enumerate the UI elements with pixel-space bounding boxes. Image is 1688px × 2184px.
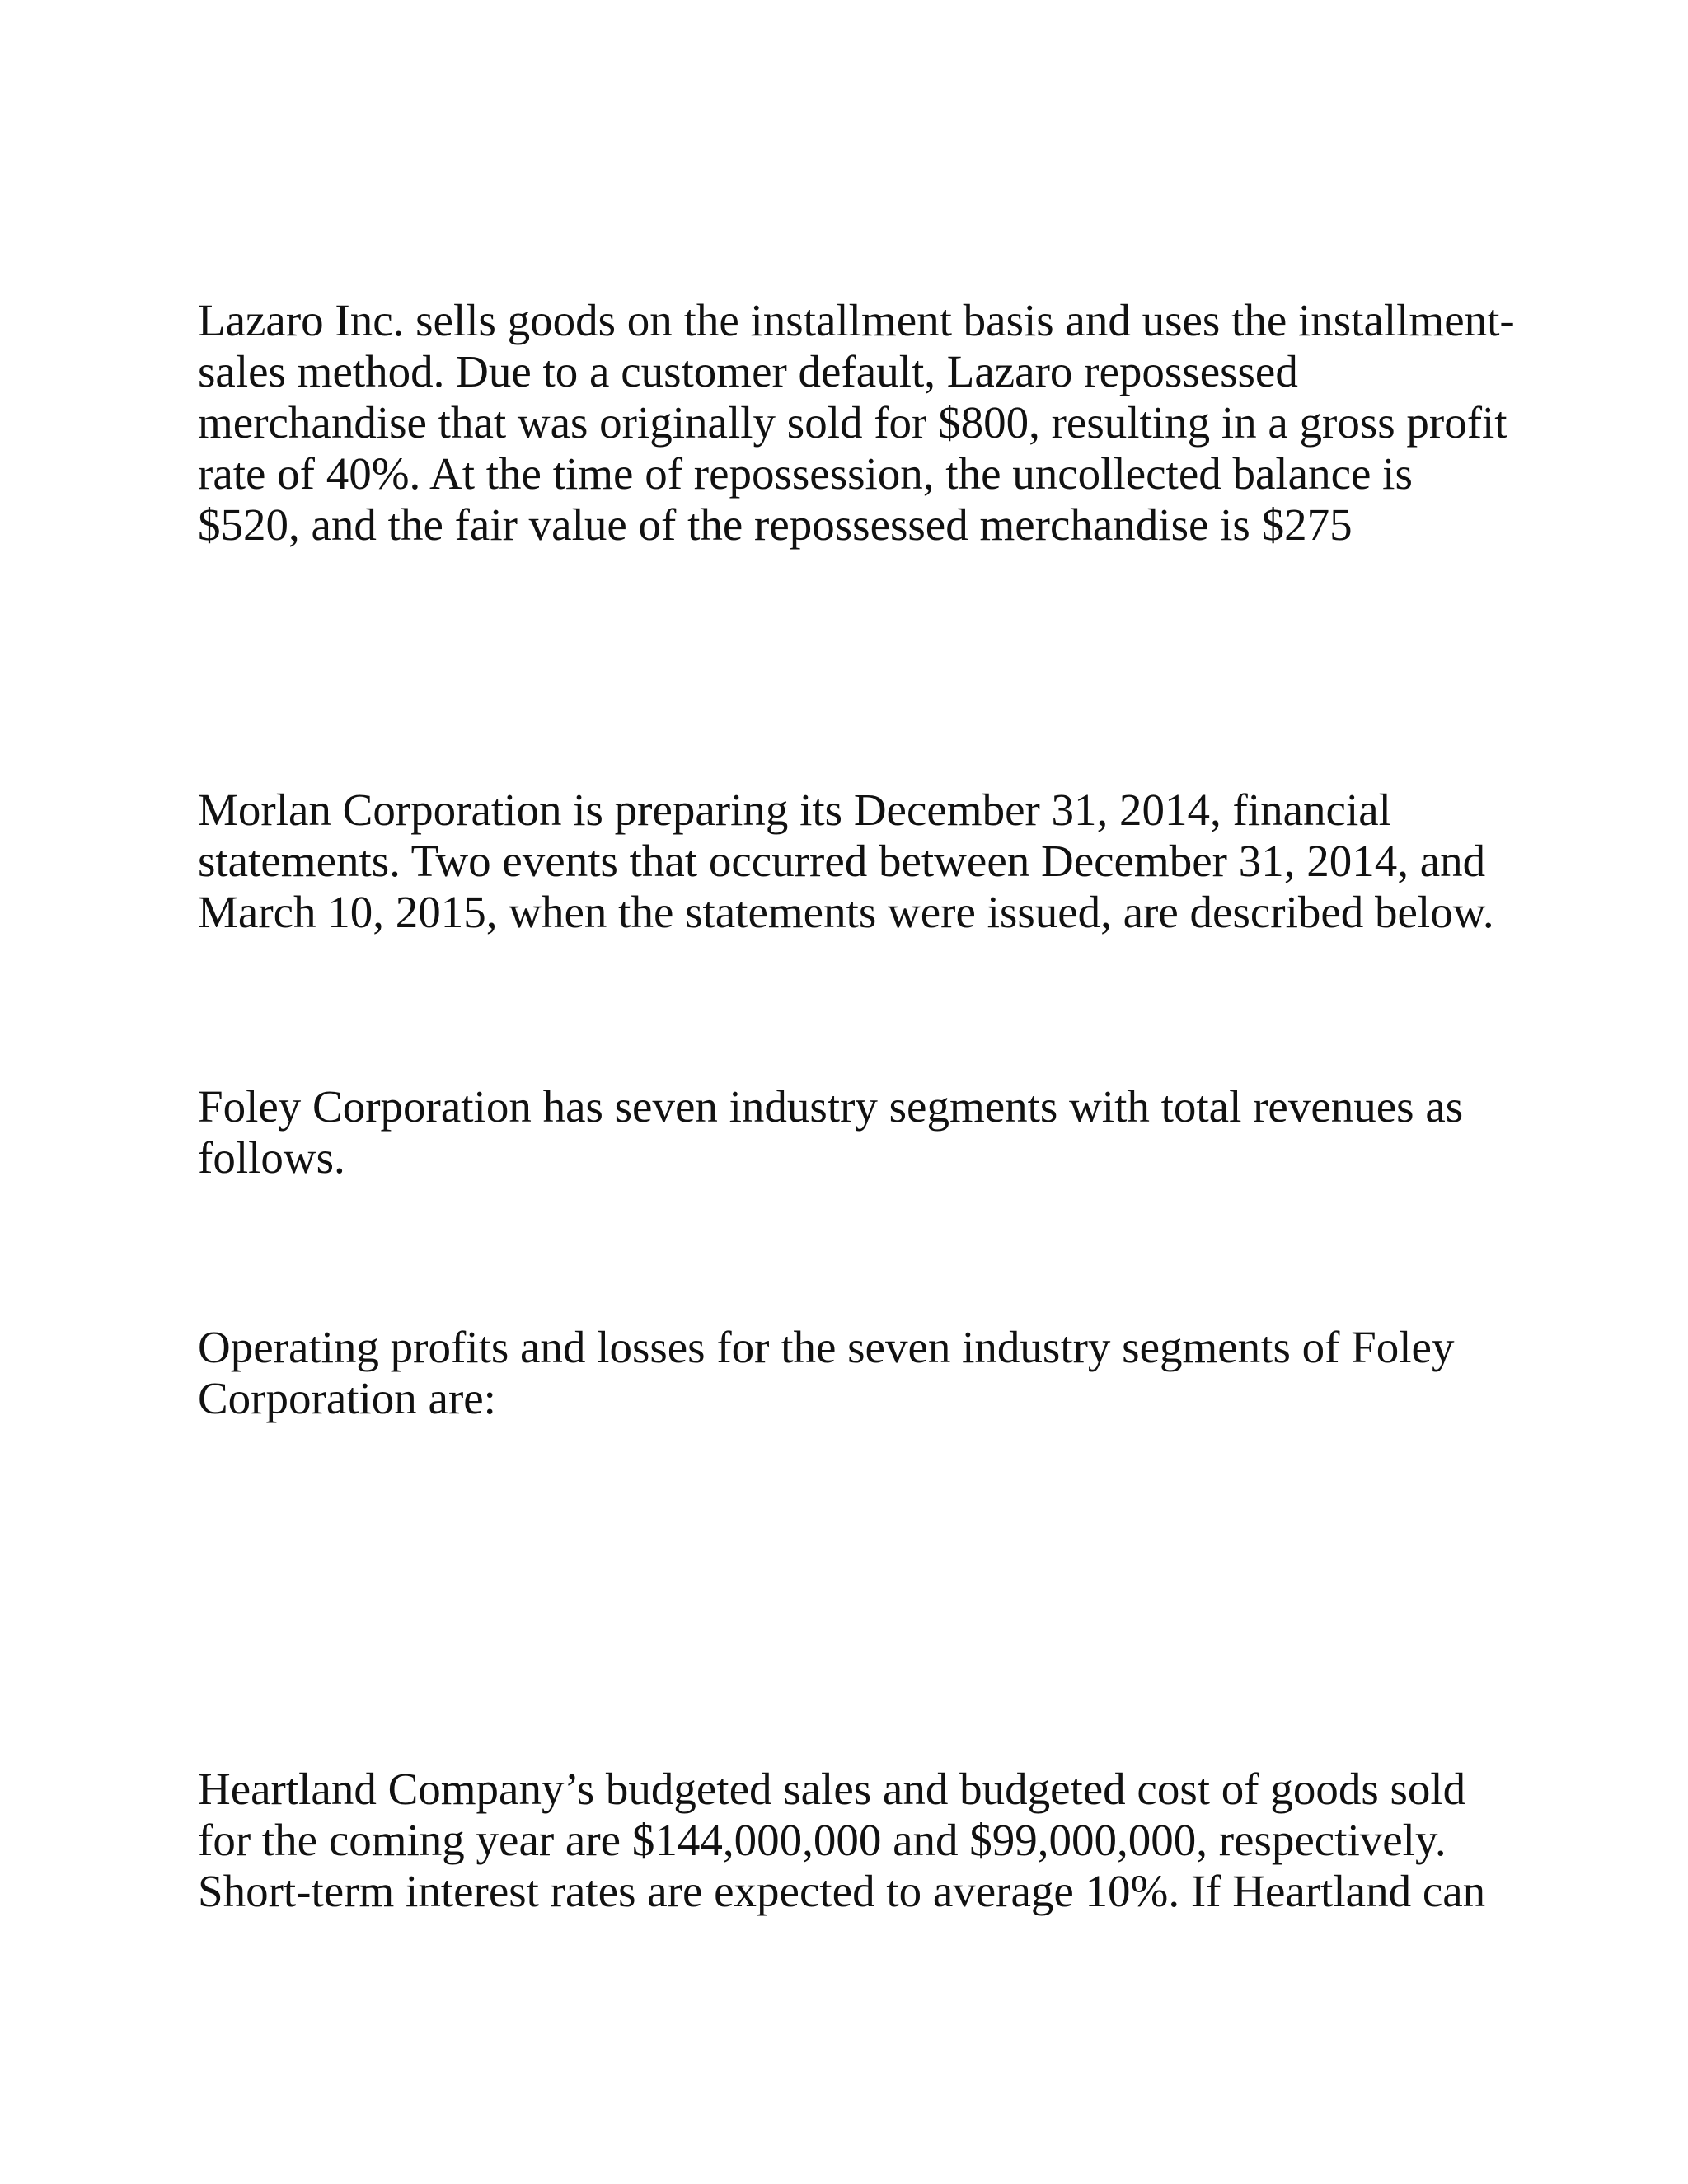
text-line: rate of 40%. At the time of repossession, the uncollected balance is [198,448,1413,499]
text-line: Foley Corporation has seven industry segments with total revenues as [198,1081,1464,1132]
text-line: statements. Two events that occurred between December 31, 2014, and [198,836,1486,886]
paragraph-lazaro [198,295,1517,551]
text-line: March 10, 2015, when the statements were issued, are described below. [198,887,1494,937]
text-line: Heartland Company’s budgeted sales and budgeted cost of goods sold [198,1764,1466,1814]
text-line: merchandise that was originally sold for $800, resulting in a gross profit [198,397,1507,448]
text-line: Morlan Corporation is preparing its December 31, 2014, financial [198,785,1391,835]
paragraph-morlan [198,785,1517,938]
text-line: Short-term interest rates are expected to average 10%. If Heartland can [198,1866,1486,1916]
text-line: Corporation are: [198,1373,496,1423]
paragraph-foley-operating [198,1322,1517,1424]
paragraph-foley-revenues [198,1081,1517,1183]
text-line: follows. [198,1132,345,1183]
text-line: Operating profits and losses for the seven industry segments of Foley [198,1322,1455,1372]
text-line: sales method. Due to a customer default, Lazaro repossessed [198,346,1298,396]
text-line: Lazaro Inc. sells goods on the installment basis and uses the installment- [198,295,1515,345]
text-line: for the coming year are $144,000,000 and $99,000,000, respectively. [198,1815,1447,1865]
text-line: $520, and the fair value of the repossessed merchandise is $275 [198,499,1353,550]
paragraph-heartland [198,1764,1517,1917]
